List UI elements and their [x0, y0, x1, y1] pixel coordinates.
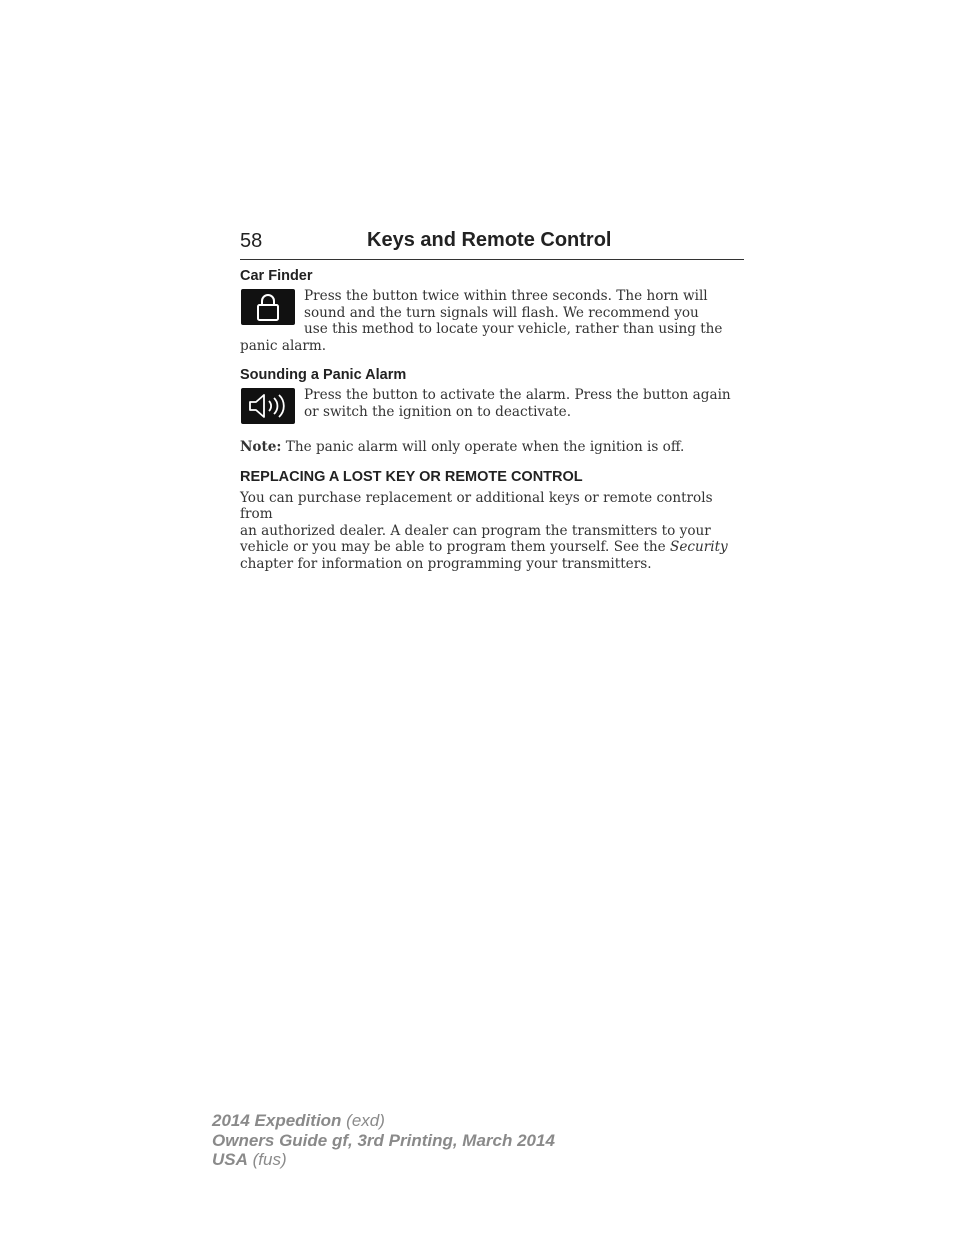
replacing-text-line3-start: vehicle or you may be able to program them yourself. See the	[240, 539, 671, 555]
note-label: Note:	[240, 439, 282, 455]
page-number: 58	[240, 230, 263, 252]
panic-alarm-section	[240, 387, 744, 437]
page-title: Keys and Remote Control	[367, 229, 612, 251]
note-paragraph	[240, 439, 744, 456]
replacing-key-paragraph	[240, 490, 744, 573]
footer-region: USA	[212, 1150, 248, 1169]
footer-line-model	[212, 1111, 555, 1131]
car-finder-text-line2: sound and the turn signals will flash. We recommend you	[304, 304, 699, 321]
panic-alarm-text-line2: or switch the ignition on to deactivate.	[304, 403, 572, 420]
panic-alarm-heading: Sounding a Panic Alarm	[240, 367, 407, 383]
car-finder-text-line4: panic alarm.	[240, 337, 327, 354]
replacing-key-heading: REPLACING A LOST KEY OR REMOTE CONTROL	[240, 468, 583, 485]
footer-printing: Owners Guide gf, 3rd Printing, March 2014	[212, 1130, 555, 1150]
car-finder-text-line1: Press the button twice within three seconds. The horn will	[304, 288, 708, 304]
security-chapter-reference: Security	[670, 539, 728, 555]
replacing-text-line2: an authorized dealer. A dealer can program the transmitters to your	[240, 522, 711, 539]
car-finder-text-line3: use this method to locate your vehicle, rather than using the	[304, 321, 723, 337]
page-footer	[212, 1111, 555, 1170]
lock-icon	[241, 289, 295, 325]
footer-model: 2014 Expedition	[212, 1111, 342, 1130]
page-header	[240, 228, 744, 260]
footer-line-printing	[212, 1131, 555, 1151]
panic-alarm-text-line1: Press the button to activate the alarm. Press the button again	[304, 387, 731, 403]
note-text: The panic alarm will only operate when the ignition is off.	[281, 439, 685, 455]
manual-page	[240, 228, 744, 572]
footer-line-region	[212, 1150, 555, 1170]
replacing-text-line3	[240, 539, 744, 556]
footer-model-code: (exd)	[341, 1111, 385, 1130]
replacing-text-line1: You can purchase replacement or additional keys or remote controls from	[240, 489, 713, 522]
car-finder-heading: Car Finder	[240, 268, 313, 284]
car-finder-section	[240, 288, 744, 354]
footer-region-code: (fus)	[247, 1150, 287, 1169]
replacing-text-line4: chapter for information on programming your transmitters.	[240, 555, 652, 572]
horn-speaker-icon	[241, 388, 295, 424]
